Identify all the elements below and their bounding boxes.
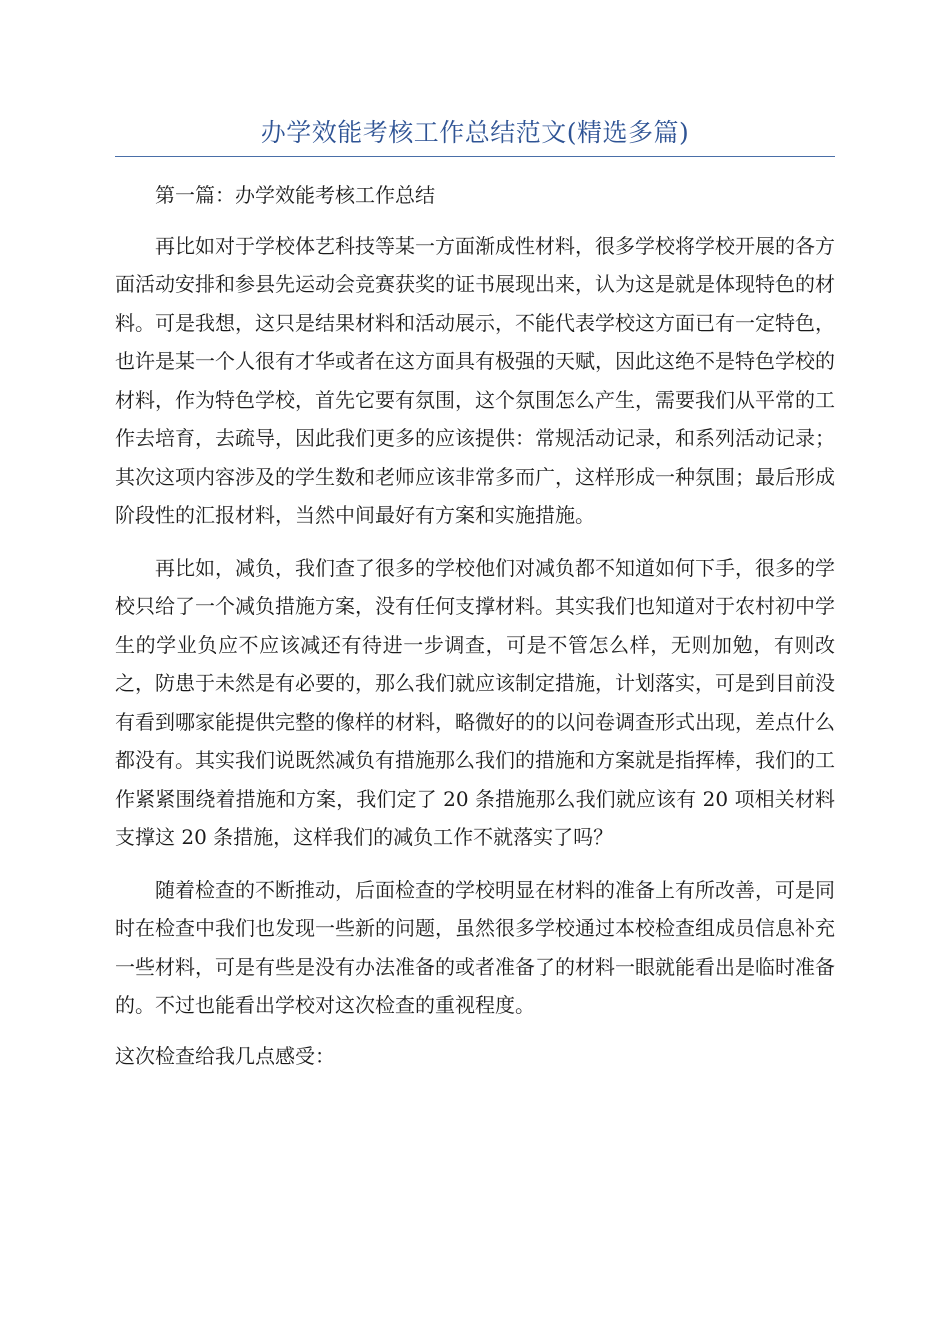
paragraph-4: 这次检查给我几点感受： (115, 1043, 335, 1068)
document-body (115, 176, 835, 1075)
paragraph-2: 再比如，减负，我们查了很多的学校他们对减负都不知道如何下手，很多的学校只给了一个减负措施方案，没有任何支撑材料。其实我们也知道对于农村初中学生的学业负应不应该减还有待进一步调查，可是不管怎么样，无则加勉，有则改之，防患于未然是有必要的，那么我们就应该制定措施，计划落实，可是到目前没有看到哪家能提供完整的像样的材料，略微好的的以问卷调查形式出现，差点什么都没有。其实我们说既然减负有措施那么我们的措施和方案就是指挥棒，我们的工作紧紧围绕着措施和方案，我们定了 20 条措施那么我们就应该有 20 项相关材料支撑这 20 条措施，这样我们的减负工作不就落实了吗？ (115, 555, 835, 849)
paragraph-1: 再比如对于学校体艺科技等某一方面渐成性材料，很多学校将学校开展的各方面活动安排和参县先运动会竞赛获奖的证书展现出来，认为这是就是体现特色的材料。可是我想，这只是结果材料和活动展示，不能代表学校这方面已有一定特色，也许是某一个人很有才华或者在这方面具有极强的天赋，因此这绝不是特色学校的材料，作为特色学校，首先它要有氛围，这个氛围怎么产生，需要我们从平常的工作去培育，去疏导，因此我们更多的应该提供：常规活动记录，和系列活动记录；其次这项内容涉及的学生数和老师应该非常多而广，这样形成一种氛围；最后形成阶段性的汇报材料，当然中间最好有方案和实施措施。 (115, 233, 835, 527)
document-title: 办学效能考核工作总结范文(精选多篇) (260, 118, 690, 147)
section-heading: 第一篇：办学效能考核工作总结 (155, 183, 435, 207)
paragraph-3: 随着检查的不断推动，后面检查的学校明显在材料的准备上有所改善，可是同时在检查中我们也发现一些新的问题，虽然很多学校通过本校检查组成员信息补充一些材料，可是有些是没有办法准备的或者准备了的材料一眼就能看出是临时准备的。不过也能看出学校对这次检查的重视程度。 (115, 877, 835, 1017)
title-block (115, 114, 835, 157)
